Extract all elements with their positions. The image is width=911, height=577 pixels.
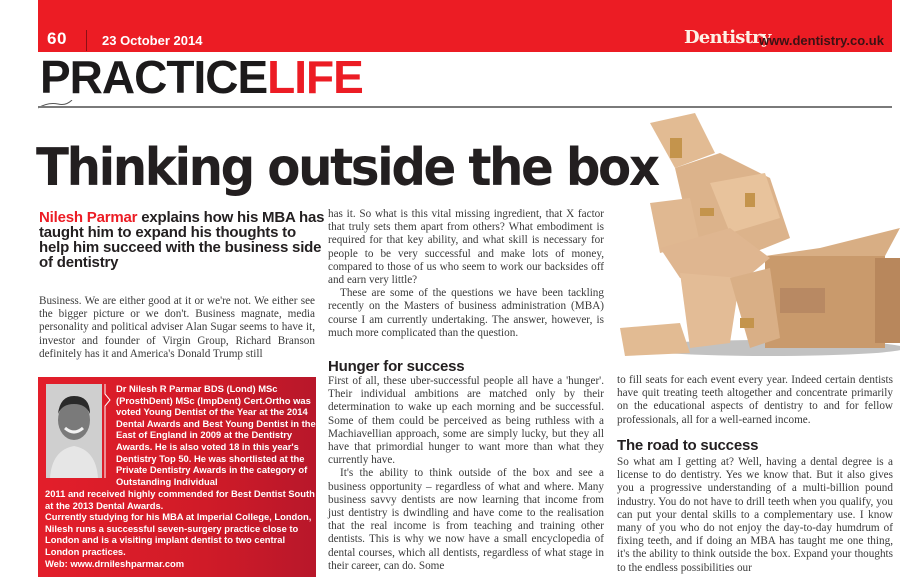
rule-notch-icon — [38, 100, 78, 110]
bio-text-narrow — [116, 383, 316, 487]
header-divider — [86, 30, 87, 51]
article-column-2-lower — [328, 375, 604, 573]
bio-bracket-icon — [104, 384, 112, 478]
article-column-1 — [39, 295, 315, 361]
paragraph: has it. So what is this vital missing ingredient, that X factor that truly sets them apart from others? What embodiment is required for that key ability, and what skill is necessary for people to be very successful and make lots of money, compared to those of us who seem to work our backsides off and earn very little? — [328, 208, 604, 287]
issue-date: 23 October 2014 — [102, 33, 203, 48]
paragraph: to fill seats for each event every year. Indeed certain dentists have quit treating teeth altogether and concentrate primarily on the educational aspects of dentistry to and for fellow professionals, all for a well-earned income. — [617, 374, 893, 426]
section-title-main: PRACTICE — [40, 51, 268, 103]
publication-logo: Dentistry — [684, 27, 771, 48]
publication-url[interactable]: www.dentistry.co.uk — [759, 33, 884, 48]
author-name: Nilesh Parmar — [39, 209, 138, 226]
article-column-3 — [617, 374, 893, 427]
article-headline: Thinking outside the box — [36, 138, 658, 198]
standfirst-text: explains how his MBA has taught him to expand his thoughts to help him succeed with the business side of dentistry — [39, 209, 325, 271]
page-number: 60 — [47, 29, 67, 48]
paragraph: First of all, these uber-successful people all have a 'hunger'. Their individual ambitions are matched only by their determination to wake up each morning and be successful. Some of them could be perceived as being ruthless with a Machiavellian approach, some are simply lucky, but they all have that primordial hunger to want more than what they currently have. — [328, 375, 604, 467]
bio-website-link[interactable]: Web: www.drnileshparmar.com — [45, 557, 185, 569]
author-portrait-icon — [46, 384, 102, 478]
bio-text-wide — [45, 488, 315, 569]
bio-mba: Currently studying for his MBA at Imperial College, London, Nilesh runs a successful seven-surgery practice close to London and is a visiting implant dentist to two central London practices. — [45, 511, 312, 557]
paragraph: So what am I getting at? Well, having a dental degree is a license to do dentistry. Yes we know that. But it also gives you a progressive understanding of a multi-billion pound industry. You do not have to drill teeth when you qualify, you can put your dental skills to a complementary use. I know many of you who do not enjoy the day-to-day humdrum of fixing teeth, and if doing an MBA has taught me one thing, it's the ability to think outside the box. Expand your thoughts to the endless possibilities our — [617, 456, 893, 574]
article-column-2 — [328, 208, 604, 340]
article-column-3-lower — [617, 456, 893, 575]
paragraph: These are some of the questions we have been tackling recently on the Masters of business administration (MBA) course I am currently undertaking. The answer, however, is much more complicated than the question. — [328, 287, 604, 339]
bio-credentials: Dr Nilesh R Parmar BDS (Lond) MSc (ProsthDent) MSc (ImpDent) Cert.Ortho was voted Young Dentist of the Year at the 2014 Dental Awards and Best Young Dentist in the East of England in 2009 at the Dentistry Awards. He is also voted 18 in this year's Dentistry Top 50. He was shortlisted at the Private Dentistry Awards in the category of Outstanding Individual — [116, 383, 316, 487]
cardboard-figure-image — [620, 108, 900, 358]
article-standfirst — [39, 210, 329, 270]
subhead-road: The road to success — [617, 437, 759, 454]
author-photo — [46, 384, 102, 478]
bio-awards: 2011 and received highly commended for Best Dentist South at the 2013 Dental Awards. — [45, 488, 315, 511]
section-title-accent: LIFE — [267, 51, 363, 103]
subhead-hunger: Hunger for success — [328, 358, 465, 375]
intro-paragraph: Business. We are either good at it or we're not. We either see the bigger picture or we don't. Business magnate, media personality and political adviser Alan Sugar seems to have it, investor and founder of Virgin Group, Richard Branson definitely has it and America's Donald Trump still — [39, 295, 315, 360]
section-title — [40, 52, 363, 102]
paragraph: It's the ability to think outside of the box and see a business opportunity – regardless of what and where. Many business savvy dentists are now learning that income from just dentistry is dwindling and have come to the realisation that the real income is from teaching and training other dentists. This is why we now have a small encyclopedia of dental courses, which all dentists, regardless of what stage in their career, can do. Some — [328, 467, 604, 572]
